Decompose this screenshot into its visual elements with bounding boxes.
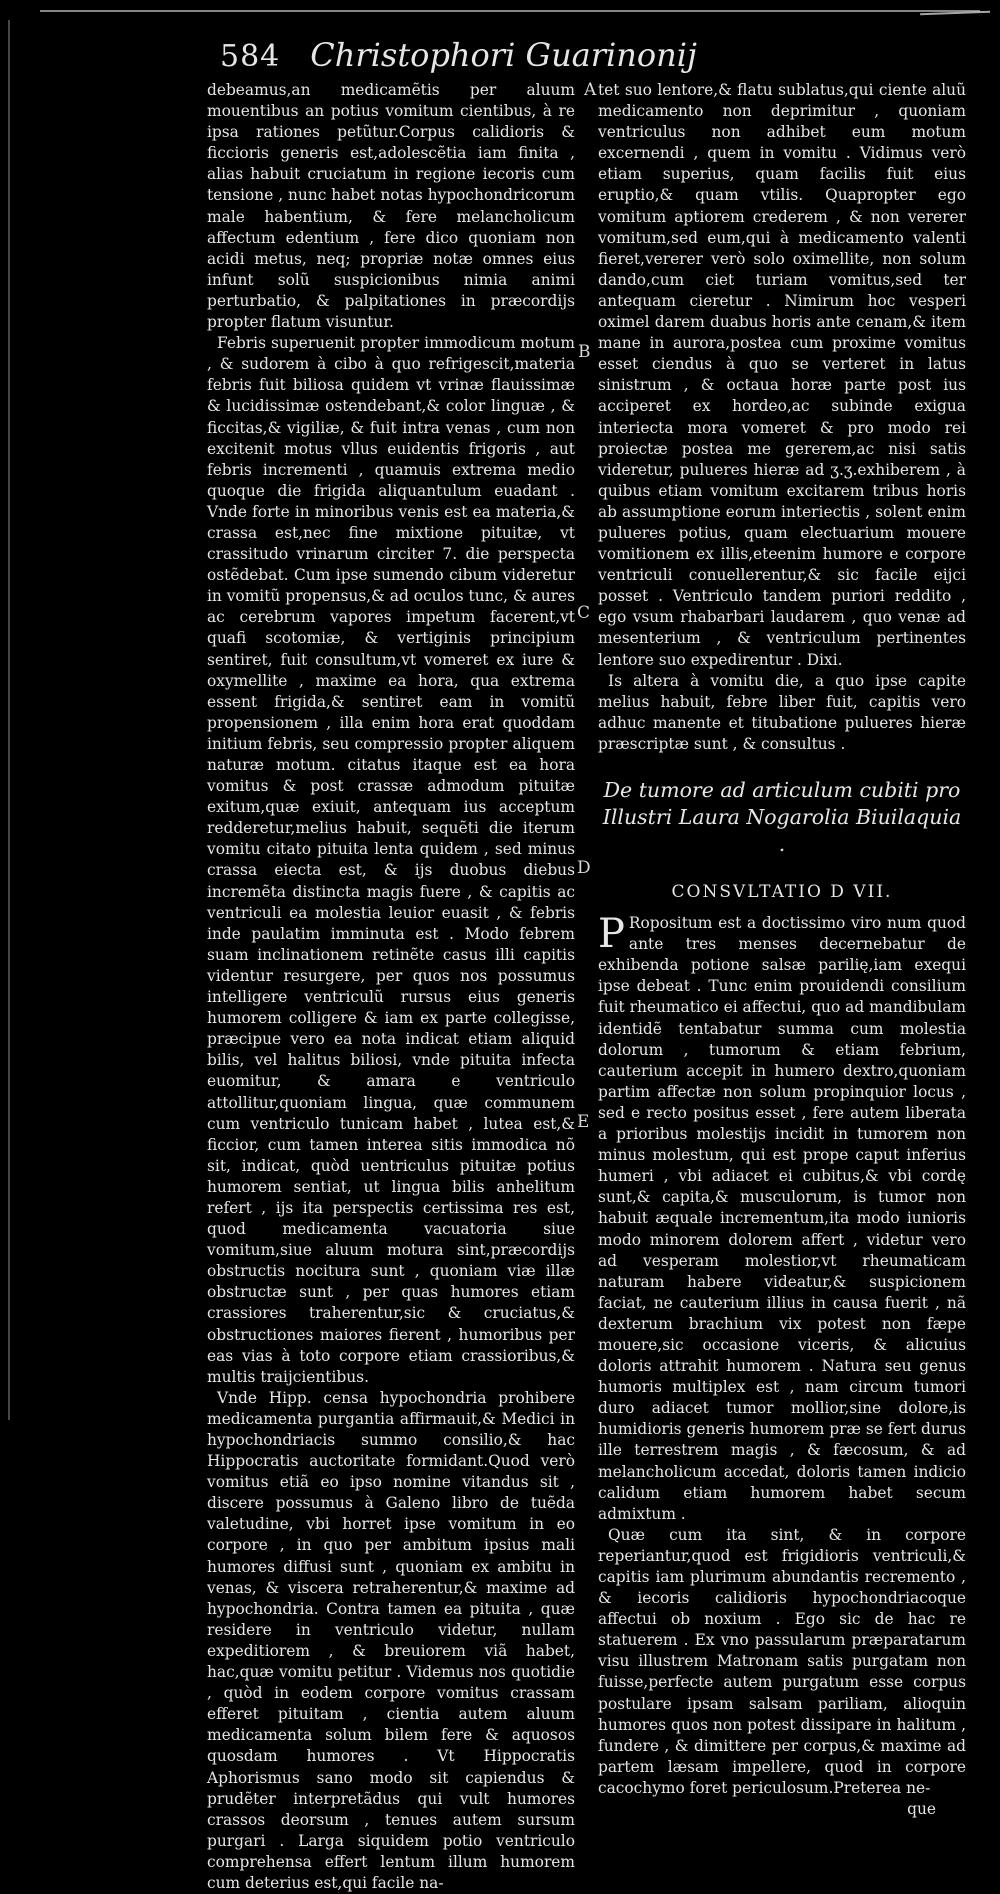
paragraph: Is altera à vomitu die, a quo ipse capite melius habuit, febre liber fuit, capitis vero adhuc manente et titubatione pulueres hieræ præscriptæ sunt , & consultus . bbox=[598, 671, 966, 753]
margin-letter-a: A bbox=[584, 80, 597, 100]
paragraph-text: Ropositum est a doctissimo viro num quod ante tres menses decernebatur de exhibenda potione salsæ parilię,iam exequi ipse debeat . Tunc enim prouidendi consilium fuit rheumatico ei affectui, quo ad mandibulam identidẽ tentabatur summa cum molestia dolorum , tumorum & etiam febrium, cauterium accepit in humero dextro,quoniam partim affectæ non solum propinquior locus , sed e recto positus esset , fere autem liberata a prioribus molestijs incidit in tumorem non minus molestum, qui est prope caput inferius humeri , vbi adiacet ei cubitus,& vbi cordę sunt,& capita,& musculorum, is tumor non habuit æquale incrementum,ita modo iunioris modo minorem dolorem affert , videtur vero ad vesperam molestior,vt rheumaticam naturam habere videatur,& suspicionem faciat, ne cauterium illius in causa fuerit , nã dexterum brachium vix potest non fæpe mouere,sic occasione viceris, & alicuius doloris attrahit humorem . Natura seu genus humoris multiplex est , nam circum tumori duro adiacet tumor mollior,sine dolore,is humidioris generis humorem præ se fert durus ille terrestrem magis , & fæcosum, & ad melancholicum accedat, doloris tamen indicio calidum etiam humorem habet secum admixtum . bbox=[598, 914, 966, 1523]
pen-mark bbox=[920, 5, 990, 15]
catchword: que bbox=[907, 1800, 936, 1819]
paragraph: tet suo lentore,& flatu sublatus,qui ciente aluũ medicamento non deprimitur , quoniam ventriculus non adhibet eum motum excernendi , quem in vomitu . Vidimus verò etiam superius, quam facilis fuit eius eruptio,& quam vtilis. Quapropter ego vomitum aptiorem crederem , & non vererer vomitum,sed eum,qui à medicamento valenti fieret,vererer verò solo oximellite, non solum dando,cum ciet turiam vomitus,sed ter antequam cieretur . Nimirum hoc vesperi oximel darem duabus horis ante cenam,& item mane in aurora,postea cum proxime vomitus esset ciendus à quo se verteret in latus sinistrum , & octaua horæ parte post ius acciperet ex hordeo,ac subinde exigua interiecta mora vomeret & pro modo rei proiectæ postea me gererem,ac nisi satis videretur, pulueres hieræ ad ʒ.ʒ.exhiberem , à quibus etiam vomitum excitarem tribus horis ab assumptione eorum interiectis , solent enim pulueres potius, quam electuarium mouere vomitionem ex illis,eteenim humore e corpore ventriculi conuellerentur,& sic facile eijci posset . Ventriculo tandem puriori reddito , ego vsum rhabarbari laudarem , quo venæ ad mesenterium , & ventriculum pertinentes lentore suo expedirentur . Dixi. bbox=[598, 81, 966, 669]
page-header bbox=[220, 36, 740, 82]
paragraph: Febris superuenit propter immodicum motum , & sudorem à cibo à quo refrigescit,materia febris fuit biliosa quidem vt vrinæ flauissimæ & lucidissimæ ostendebant,& color linguæ , & ficcitas,& vigiliæ, & fuit intra venas , cum non excitenit motus vllus euidentis frigoris , aut febris incrementi , quamuis extrema medio quoque die frigida aliquantulum euadant . Vnde forte in minoribus venis est ea materia,& crassa est,nec fine mixtione pituitæ, vt crassitudo vrinarum circiter 7. die perspecta ostẽdebat. Cum ipse sumendo cibum videretur in vomitũ propensus,& ad oculos tunc, & aures ac cerebrum vapores impetum facerent,vt quafi scotomiæ, & vertiginis principium sentiret, fuit consultum,vt vomeret ex iure & oxymellite , maxime ea hora, qua extrema essent frigida,& sentiret eam in vomitũ propensionem , illa enim hora erat quoddam initium febris, seu compressio propter aliquem naturæ motum. citatus itaque est ea hora vomitus & post crassæ admodum pituitæ exitum,quæ exiuit, antequam ius acceptum redderetur,melius habuit, sequẽti die iterum vomitu citato pituita lenta quidem , sed minus crassa eiecta est, & ijs duobus diebus incremẽta distincta magis fuere , & capitis ac ventriculi ea molestia leuior euasit , & febris inde paulatim imminuta est . Modo febrem suam inclinationem retinẽte casus illi capitis videntur resurgere, per quos nos possumus intelligere ventriculũ rursus eius generis humorem colligere & iam ex parte collegisse, præcipue vero ea nota indicat etiam aliquid bilis, vel halitus biliosi, vnde pituita infecta euomitur, & amara e ventriculo attollitur,quoniam lingua, quæ communem cum ventriculo tunicam habet , lutea est,& ficcior, cum tamen interea sitis immodica nõ sit, indicat, quòd uentriculus pituitæ potius humorem sentiat, ut lingua bilis anhelitum refert , ijs ita perspectis certissima res est, quod medicamenta vacuatoria siue vomitum,siue aluum motura sint,præcordijs obstructis nocitura sunt , quoniam viæ illæ obstructæ sunt , per quas humores etiam crassiores traherentur,sic & cruciatus,& obstructiones maiores fierent , humoribus per eas vias à toto corpore etiam crassioribus,& multis traijcientibus. bbox=[207, 334, 575, 1386]
margin-letter-b: B bbox=[578, 342, 591, 362]
running-head: Christophori Guarinonij bbox=[310, 36, 697, 74]
paragraph: debeamus,an medicamẽtis per aluum mouentibus an potius vomitum cientibus, à re ipsa rationes petũtur.Corpus calidioris & ficcioris generis est,adolescẽtia iam finita , alias habuit cruciatum in regione iecoris cum tensione , nunc habet notas hypochondricorum male habentium, & fere melancholicum affectum edentium , fere dico quoniam non acidi metus, neq; propriæ notæ omnes eius infunt solũ suspicionibus nimia animi perturbatio, & palpitationes in præcordijs propter flatum visuntur. bbox=[207, 81, 576, 332]
consultation-heading: CONSVLTATIO D VII. bbox=[671, 882, 893, 902]
paragraph: Vnde Hipp. censa hypochondria prohibere medicamenta purgantia affirmauit,& Medici in hypochondriacis summo consilio,& hac Hippocratis auctoritate formidant.Quod verò vomitus etiã eo ipso nomine vitandus sit , discere possumus à Galeno libro de tuẽda valetudine, vbi horret ipse vomitum in eo corpore , in quo per ambitum ipsius mali humores diffusi sunt , quoniam ex ambitu in venas, & viscera retraherentur,& maxime ad hypochondria. Contra tamen ea pituita , quæ residere in ventriculo videtur, nullam expeditiorem , & breuiorem viã habet, hac,quæ vomitu petitur . Videmus nos quotidie , quòd in eodem corpore vomitus crassam efferet pituitam , cientia autem aluum medicamenta solum bilem fere & aquosos quosdam humores . Vt Hippocratis Aphorismus sano modo sit capiendus & prudẽter interpretãdus qui vult humores crassos deorsum , tenues autem sursum purgari . Larga siquidem potio ventriculo comprehensa effert lentum illum humorem cum deterius est,qui facile na- bbox=[207, 1388, 575, 1892]
drop-cap: P bbox=[598, 911, 625, 958]
binding-edge bbox=[8, 20, 10, 1420]
section-title: De tumore ad articulum cubiti pro Illustri Laura Nogarolia Biuilaquia . bbox=[602, 778, 962, 856]
margin-letter-d: D bbox=[577, 858, 591, 878]
right-column bbox=[598, 80, 966, 1820]
margin-letter-c: C bbox=[577, 603, 591, 623]
left-column bbox=[207, 80, 575, 1894]
page-number: 584 bbox=[220, 39, 281, 74]
margin-letter-e: E bbox=[577, 1112, 590, 1132]
top-border-line bbox=[40, 10, 980, 12]
paragraph: Quæ cum ita sint, & in corpore reperiantur,quod est frigidioris ventriculi,& capitis iam plurimum abundantis recremento , & iecoris calidioris hypochondriacoque affectui ob noxium . Ego sic de hac re statuerem . Ex vno passularum præparatarum visu illustrem Matronam satis purgatam non fuisse,perfecte autem purgatum esse corpus postulare ipsam salsam pariliam, alioquin humores quos non potest dissipare in halitum , fundere , & dimittere per corpus,& maxime ad partem læsam impellere, quod in corpore cacochymo foret periculosum.Preterea ne- bbox=[598, 1525, 966, 1797]
paragraph bbox=[598, 913, 966, 1525]
